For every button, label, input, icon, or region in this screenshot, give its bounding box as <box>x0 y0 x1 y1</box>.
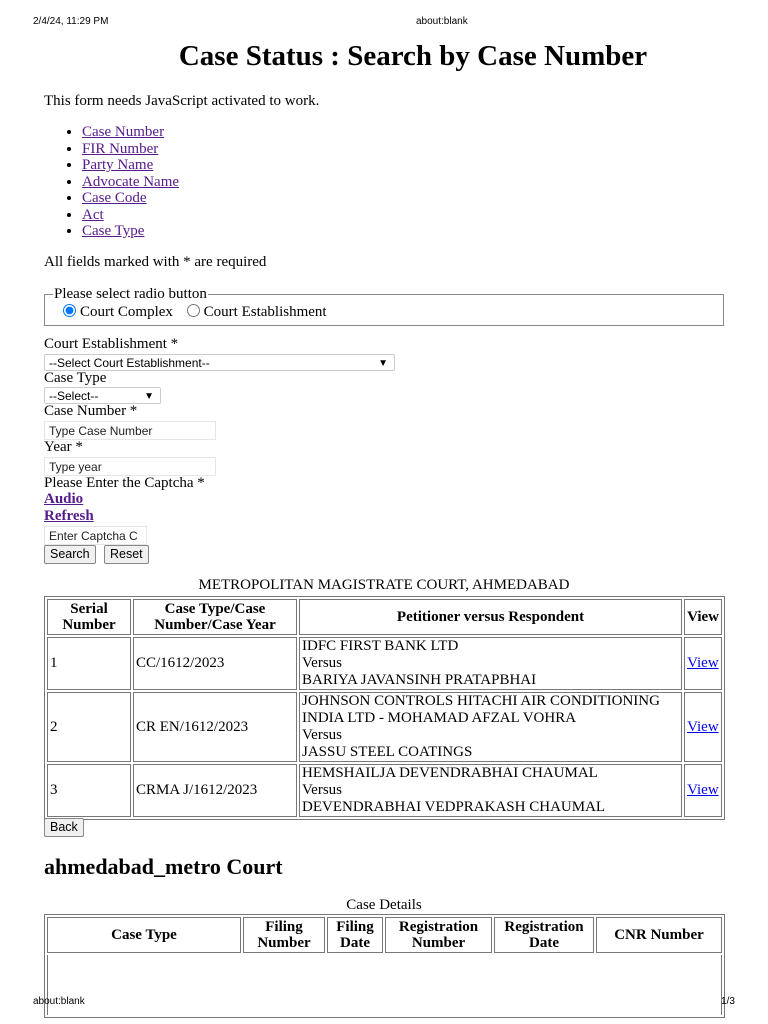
results-caption: METROPOLITAN MAGISTRATE COURT, AHMEDABAD <box>198 577 570 593</box>
case-type-select-value: --Select-- <box>49 389 99 403</box>
header-case: Case Type/Case Number/Case Year <box>133 599 297 635</box>
serial-cell: 1 <box>47 637 131 690</box>
case-number-input[interactable]: Type Case Number <box>44 421 216 440</box>
menu-item <box>82 223 179 240</box>
view-link[interactable]: View <box>687 655 719 671</box>
case-cell: CR EN/1612/2023 <box>133 692 297 762</box>
menu-item <box>82 207 179 224</box>
respondent: BARIYA JAVANSINH PRATAPBHAI <box>302 672 537 688</box>
court-establishment-label: Court Establishment <box>203 304 327 320</box>
menu-item <box>82 157 179 174</box>
view-link[interactable]: View <box>687 718 719 735</box>
year-input[interactable]: Type year <box>44 457 216 476</box>
menu-link-case-code[interactable]: Case Code <box>82 190 147 206</box>
footer-page: 1/3 <box>721 996 735 1007</box>
parties-cell <box>299 692 682 762</box>
case-cell: CRMA J/1612/2023 <box>133 764 297 817</box>
menu-link-fir-number[interactable]: FIR Number <box>82 140 159 157</box>
court-complex-label: Court Complex <box>80 304 173 320</box>
case-number-field-label: Case Number * <box>44 403 138 419</box>
header-filing-number: Filing Number <box>243 917 325 953</box>
table-row <box>47 764 722 817</box>
parties-cell <box>299 637 682 690</box>
radio-group <box>53 304 715 321</box>
case-details-header-row <box>47 917 722 953</box>
parties-cell <box>299 764 682 817</box>
header-case-type: Case Type <box>47 917 241 953</box>
respondent: JASSU STEEL COATINGS <box>302 744 473 760</box>
petitioner: IDFC FIRST BANK LTD <box>302 638 459 654</box>
menu-item <box>82 190 179 207</box>
petitioner: HEMSHAILJA DEVENDRABHAI CHAUMAL <box>302 765 598 781</box>
serial-cell: 3 <box>47 764 131 817</box>
view-cell <box>684 637 722 690</box>
court-type-fieldset <box>44 286 724 326</box>
table-row <box>47 637 722 690</box>
results-table <box>44 596 725 820</box>
header-cnr-number: CNR Number <box>596 917 722 953</box>
header-registration-number: Registration Number <box>385 917 492 953</box>
chevron-down-icon: ▼ <box>144 391 154 402</box>
menu-item <box>82 141 179 158</box>
header-registration-date: Registration Date <box>494 917 594 953</box>
header-parties: Petitioner versus Respondent <box>299 599 682 635</box>
court-establishment-select[interactable] <box>44 354 395 371</box>
empty-cell <box>47 955 722 1015</box>
court-establishment-field-label: Court Establishment * <box>44 336 179 352</box>
page-title: Case Status : Search by Case Number <box>178 40 648 72</box>
print-datetime: 2/4/24, 11:29 PM <box>33 16 109 27</box>
search-button[interactable]: Search <box>44 545 96 564</box>
print-url: about:blank <box>416 16 468 27</box>
menu-item <box>82 124 179 141</box>
menu-link-case-type[interactable]: Case Type <box>82 223 145 239</box>
header-serial: Serial Number <box>47 599 131 635</box>
results-header-row <box>47 599 722 635</box>
case-details-table <box>44 914 725 1018</box>
case-cell: CC/1612/2023 <box>133 637 297 690</box>
view-cell <box>684 692 722 762</box>
captcha-input[interactable]: Enter Captcha C <box>44 526 147 545</box>
search-menu <box>44 124 179 240</box>
case-details-caption: Case Details <box>346 897 422 913</box>
menu-link-party-name[interactable]: Party Name <box>82 157 154 173</box>
chevron-down-icon: ▼ <box>378 358 388 369</box>
respondent: DEVENDRABHAI VEDPRAKASH CHAUMAL <box>302 799 606 815</box>
header-view: View <box>684 599 722 635</box>
court-establishment-select-value: --Select Court Establishment-- <box>49 356 210 370</box>
court-establishment-radio[interactable] <box>187 304 200 317</box>
reset-button[interactable]: Reset <box>104 545 149 564</box>
court-heading: ahmedabad_metro Court <box>44 854 283 879</box>
fieldset-legend: Please select radio button <box>54 286 207 302</box>
menu-link-case-number[interactable]: Case Number <box>82 124 165 140</box>
menu-link-act[interactable]: Act <box>82 206 104 223</box>
serial-cell: 2 <box>47 692 131 762</box>
table-row <box>47 692 722 762</box>
captcha-refresh-link[interactable]: Refresh <box>44 508 94 524</box>
view-link[interactable]: View <box>687 782 719 798</box>
versus: Versus <box>302 727 342 743</box>
versus: Versus <box>302 655 342 671</box>
court-complex-radio[interactable] <box>63 304 76 317</box>
captcha-field-label: Please Enter the Captcha * <box>44 475 205 491</box>
footer-url: about:blank <box>33 996 85 1007</box>
case-type-field-label: Case Type <box>44 370 107 386</box>
menu-item <box>82 174 179 191</box>
js-note: This form needs JavaScript activated to work. <box>44 93 320 109</box>
table-row <box>47 955 722 1015</box>
versus: Versus <box>302 782 342 798</box>
petitioner: JOHNSON CONTROLS HITACHI AIR CONDITIONING INDIA LTD - MOHAMAD AFZAL VOHRA <box>302 693 660 726</box>
menu-link-advocate-name[interactable]: Advocate Name <box>82 173 180 190</box>
back-button[interactable]: Back <box>44 818 84 837</box>
captcha-audio-link[interactable]: Audio <box>44 491 84 507</box>
required-note: All fields marked with * are required <box>44 254 267 270</box>
case-type-select[interactable] <box>44 387 161 404</box>
view-cell <box>684 764 722 817</box>
header-filing-date: Filing Date <box>327 917 383 953</box>
year-field-label: Year * <box>44 439 83 455</box>
